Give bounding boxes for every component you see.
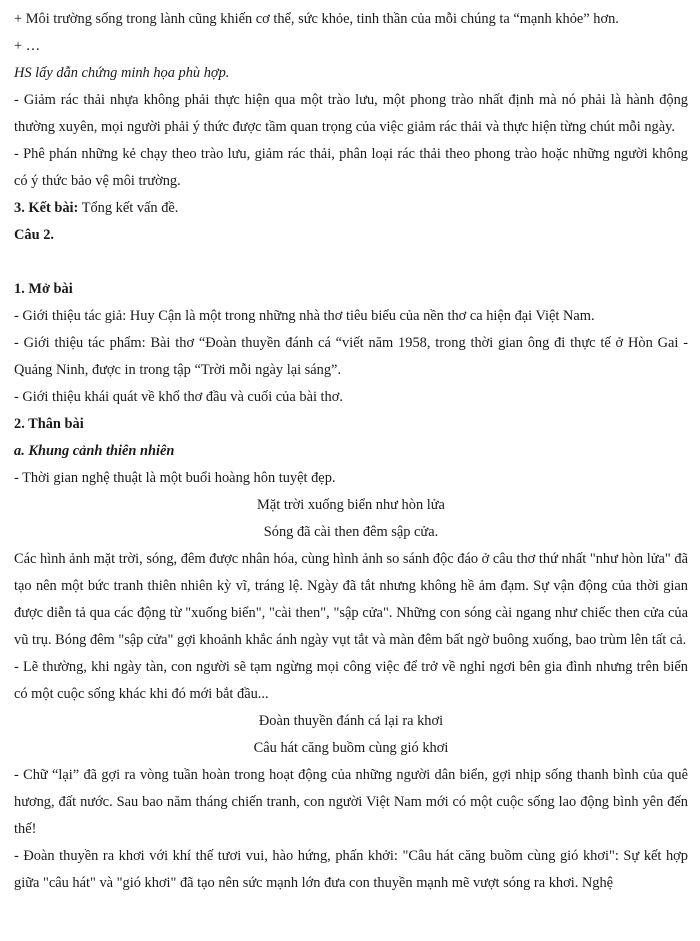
paragraph: - Giới thiệu khái quát về khổ thơ đầu và cuối của bài thơ. [14,389,343,405]
paragraph: - Phê phán những kẻ chạy theo trào lưu, giảm rác thải, phân loại rác thải theo phong trào hoặc những người không có ý thức bảo vệ môi trường. [14,146,688,189]
section-heading-body: 2. Thân bài [14,416,84,432]
conclusion-line [14,195,688,222]
instruction-note: HS lấy dẫn chứng minh họa phù hợp. [14,65,230,81]
conclusion-label: 3. Kết bài: [14,200,79,216]
paragraph: + … [14,38,41,54]
paragraph: - Lẽ thường, khi ngày tàn, con người sẽ tạm ngừng mọi công việc để trở về nghỉ ngơi bên gia đình nhưng trên biển có một cuộc sống khác khi đó mới bắt đầu... [14,659,688,702]
paragraph: - Giới thiệu tác giả: Huy Cận là một trong những nhà thơ tiêu biểu của nền thơ ca hiện đại Việt Nam. [14,308,595,324]
poem-line: Mặt trời xuống biển như hòn lửa [257,497,445,513]
poem-line: Đoàn thuyền đánh cá lại ra khơi [258,713,444,729]
paragraph: - Chữ “lại” đã gợi ra vòng tuần hoàn trong hoạt động của những người dân biển, gợi nhịp sống thanh bình của quê hương, đất nước. Sau bao năm tháng chiến tranh, con người Việt Nam mới có một cuộc sống lao động bình yên đến thế! [14,767,688,837]
question-heading: Câu 2. [14,227,54,243]
paragraph: Các hình ảnh mặt trời, sóng, đêm được nhân hóa, cùng hình ảnh so sánh độc đáo ở câu thơ thứ nhất "như hòn lửa" đã tạo nên một bức tranh thiên nhiên kỳ vĩ, tráng lệ. Ngày đã tắt nhưng không hề ảm đạm. Sự vận động của thời gian được diễn tả qua các động từ "xuống biển", "cài then", "sập cửa". Những con sóng cài ngang như chiếc then cửa của vũ trụ. Bóng đêm "sập cửa" gợi khoảnh khắc ánh ngày vụt tắt và màn đêm bất ngờ buông xuống, bao trùm lên tất cả. [14,551,688,648]
paragraph: - Giảm rác thải nhựa không phải thực hiện qua một trào lưu, một phong trào nhất định mà nó phải là hành động thường xuyên, mọi người phải ý thức được tầm quan trọng của việc giảm rác thải và thực hiện từng chút mỗi ngày. [14,92,688,135]
section-heading-intro: 1. Mở bài [14,281,73,297]
paragraph: - Giới thiệu tác phẩm: Bài thơ “Đoàn thuyền đánh cá “viết năm 1958, trong thời gian ông đi thực tế ở Hòn Gai - Quảng Ninh, được in trong tập “Trời mỗi ngày lại sáng”. [14,335,688,378]
poem-line: Sóng đã cài then đêm sập cửa. [263,524,439,540]
subsection-heading: a. Khung cảnh thiên nhiên [14,443,175,459]
paragraph: - Đoàn thuyền ra khơi với khí thế tươi vui, hào hứng, phấn khởi: "Câu hát căng buồm cùng gió khơi": Sự kết hợp giữa "câu hát" và "gió khơi" đã tạo nên sức mạnh lớn đưa con thuyền mạnh mẽ vượt sóng ra khơi. Nghệ [14,848,688,891]
conclusion-text: Tổng kết vấn đề. [78,200,179,216]
poem-line: Câu hát căng buồm cùng gió khơi [253,740,449,756]
paragraph: + Môi trường sống trong lành cũng khiến cơ thể, sức khỏe, tinh thần của mỗi chúng ta “mạnh khỏe” hơn. [14,11,619,27]
paragraph: - Thời gian nghệ thuật là một buổi hoàng hôn tuyệt đẹp. [14,470,336,486]
spacer [14,249,688,276]
